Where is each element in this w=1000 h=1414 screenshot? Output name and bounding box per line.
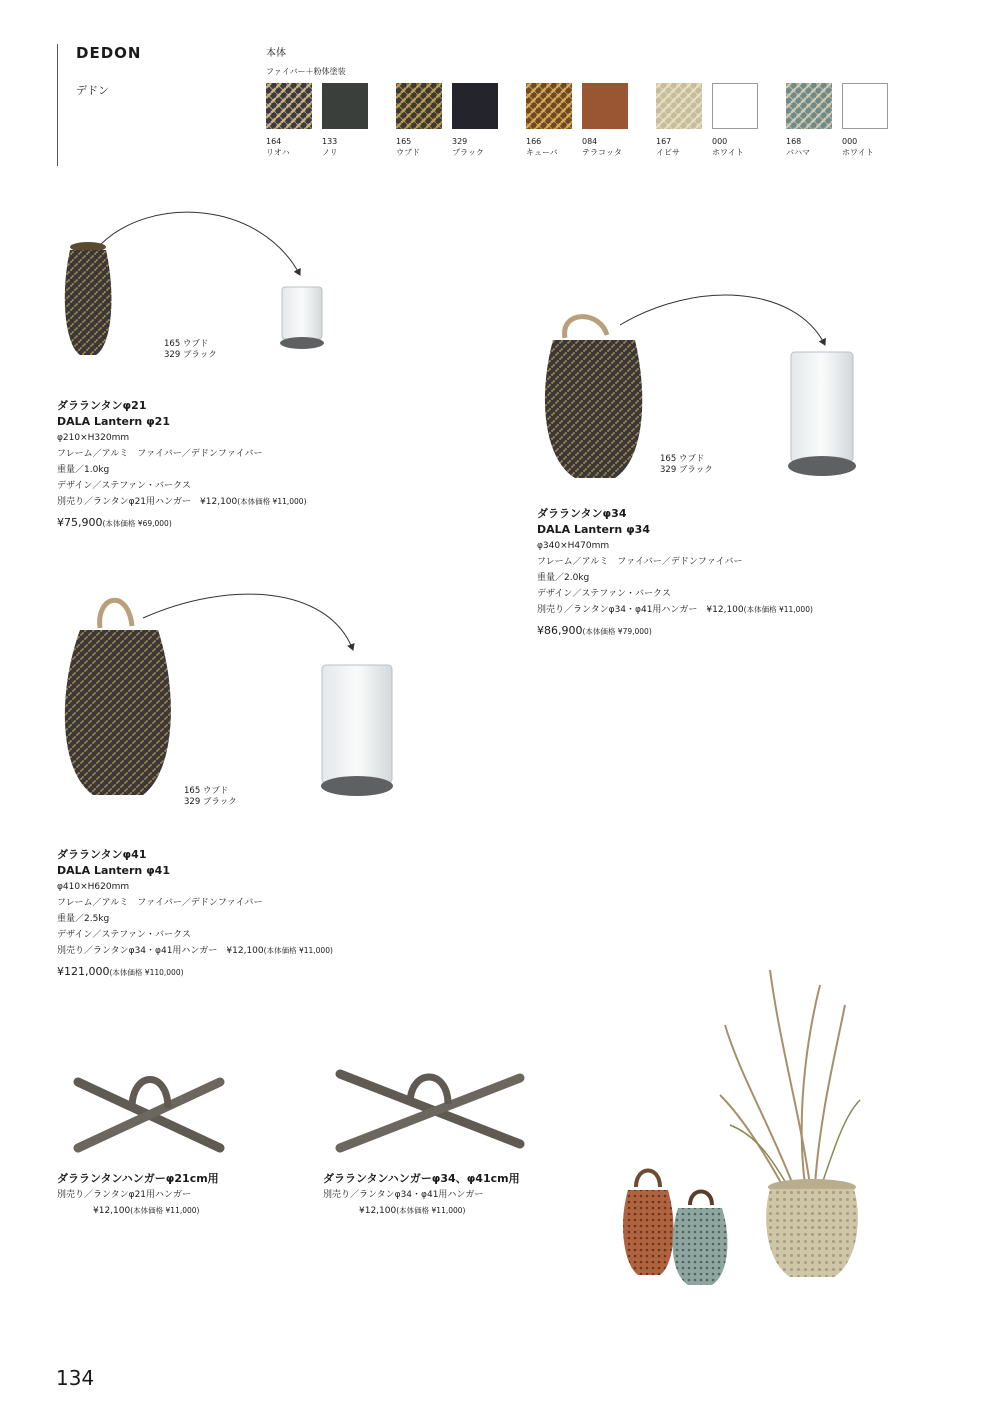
swatch-label — [786, 136, 810, 158]
swatch-label — [322, 136, 338, 158]
product-name-jp: ダラランタンφ34 — [537, 507, 627, 520]
hanger-desc: 別売り／ランタンφ21用ハンガー — [57, 1190, 192, 1200]
hanger-price-tax: (本体価格 ¥11,000) — [396, 1206, 466, 1215]
product-design: デザイン／ステファン・バークス — [57, 481, 191, 491]
lifestyle-photo — [620, 965, 870, 1295]
product-option-tax: (本体価格 ¥11,000) — [237, 497, 307, 506]
swatch-color-name: テラコッタ — [582, 148, 622, 157]
product-material: フレーム／アルミ ファイバー／デドンファイバー — [57, 449, 263, 459]
product-size: φ410×H620mm — [57, 882, 130, 892]
hanger-name: ダラランタンハンガーφ34、φ41cm用 — [323, 1172, 520, 1185]
swatch-label — [712, 136, 744, 158]
product-price-tax: (本体価格 ¥69,000) — [102, 519, 172, 528]
swatch-color-name: ウブド — [396, 148, 420, 157]
hanger-image-34-41 — [330, 1066, 530, 1158]
swatch-code: 329 — [452, 137, 468, 146]
product-name-jp: ダラランタンφ41 — [57, 848, 147, 861]
swatch-label — [452, 136, 484, 158]
product-option-tax: (本体価格 ¥11,000) — [743, 605, 813, 614]
swatch-166 — [526, 83, 572, 129]
swatch-row — [0, 0, 1000, 170]
swatch-167 — [656, 83, 702, 129]
swatch-color-name: ホワイト — [712, 148, 744, 157]
product-image-lantern-41 — [58, 590, 398, 805]
swatch-label — [526, 136, 558, 158]
product-weight: 重量／2.0kg — [537, 573, 590, 583]
swatch-label — [656, 136, 680, 158]
swatch-subtitle: ファイバー＋粉体塗装 — [266, 67, 346, 76]
swatch-084 — [582, 83, 628, 129]
color-note-lantern-41: 165 ウブド 329 ブラック — [184, 786, 237, 807]
product-weight: 重量／1.0kg — [57, 465, 110, 475]
hanger-name: ダラランタンハンガーφ21cm用 — [57, 1172, 219, 1185]
swatch-color-name: ブラック — [452, 148, 484, 157]
product-option: 別売り／ランタンφ21用ハンガー ¥12,100 — [57, 497, 238, 507]
hanger-price: ¥12,100 — [93, 1206, 131, 1216]
swatch-code: 166 — [526, 137, 542, 146]
product-info-lantern-21 — [57, 398, 477, 529]
product-price: ¥86,900 — [537, 624, 583, 637]
swatch-color-name: イビサ — [656, 148, 680, 157]
product-name-jp: ダラランタンφ21 — [57, 399, 147, 412]
swatch-code: 165 — [396, 137, 412, 146]
swatch-133 — [322, 83, 368, 129]
swatch-code: 000 — [842, 137, 858, 146]
hanger-desc: 別売り／ランタンφ34・φ41用ハンガー — [323, 1190, 484, 1200]
swatch-title: 本体 — [266, 48, 286, 59]
product-size: φ340×H470mm — [537, 541, 610, 551]
hanger-image-21 — [70, 1070, 230, 1160]
color-note-lantern-34: 165 ウブド 329 ブラック — [660, 454, 713, 475]
swatch-code: 084 — [582, 137, 598, 146]
swatch-code: 133 — [322, 137, 338, 146]
swatch-code: 167 — [656, 137, 672, 146]
product-name-en: DALA Lantern φ21 — [57, 415, 170, 428]
swatch-168 — [786, 83, 832, 129]
swatch-label — [266, 136, 290, 158]
product-name-en: DALA Lantern φ41 — [57, 864, 170, 877]
swatch-code: 000 — [712, 137, 728, 146]
swatch-color-name: ノリ — [322, 148, 338, 157]
swatch-329 — [452, 83, 498, 129]
product-price-tax: (本体価格 ¥110,000) — [109, 968, 184, 977]
hanger-price: ¥12,100 — [359, 1206, 397, 1216]
swatch-000 — [842, 83, 888, 129]
hanger-price-tax: (本体価格 ¥11,000) — [130, 1206, 200, 1215]
swatch-label — [396, 136, 420, 158]
swatch-code: 164 — [266, 137, 282, 146]
product-option: 別売り／ランタンφ34・φ41用ハンガー ¥12,100 — [537, 605, 744, 615]
product-price: ¥75,900 — [57, 516, 103, 529]
hanger-info-21 — [57, 1171, 307, 1219]
brand-name: DEDON — [76, 44, 142, 62]
swatch-color-name: ホワイト — [842, 148, 874, 157]
product-name-en: DALA Lantern φ34 — [537, 523, 650, 536]
swatch-code: 168 — [786, 137, 802, 146]
product-design: デザイン／ステファン・バークス — [537, 589, 671, 599]
arrow-icon — [620, 295, 825, 345]
page-number: 134 — [56, 1366, 95, 1390]
brand-name-jp: デドン — [76, 84, 109, 97]
product-material: フレーム／アルミ ファイバー／デドンファイバー — [57, 898, 263, 908]
product-option: 別売り／ランタンφ34・φ41用ハンガー ¥12,100 — [57, 946, 264, 956]
swatch-color-name: リオハ — [266, 148, 290, 157]
product-size: φ210×H320mm — [57, 433, 130, 443]
swatch-color-name: バハマ — [786, 148, 810, 157]
hanger-info-34-41 — [323, 1171, 583, 1219]
swatch-label — [582, 136, 622, 158]
product-weight: 重量／2.5kg — [57, 914, 110, 924]
product-option-tax: (本体価格 ¥11,000) — [263, 946, 333, 955]
swatch-000 — [712, 83, 758, 129]
product-design: デザイン／ステファン・バークス — [57, 930, 191, 940]
product-info-lantern-34 — [537, 506, 977, 637]
arrow-icon — [143, 594, 353, 650]
swatch-165 — [396, 83, 442, 129]
color-note-lantern-21: 165 ウブド 329 ブラック — [164, 339, 217, 360]
product-info-lantern-41 — [57, 847, 497, 978]
arrow-icon — [100, 212, 300, 275]
product-price-tax: (本体価格 ¥79,000) — [582, 627, 652, 636]
swatch-color-name: キューバ — [526, 148, 558, 157]
product-material: フレーム／アルミ ファイバー／デドンファイバー — [537, 557, 743, 567]
swatch-164 — [266, 83, 312, 129]
product-price: ¥121,000 — [57, 965, 110, 978]
swatch-label — [842, 136, 874, 158]
